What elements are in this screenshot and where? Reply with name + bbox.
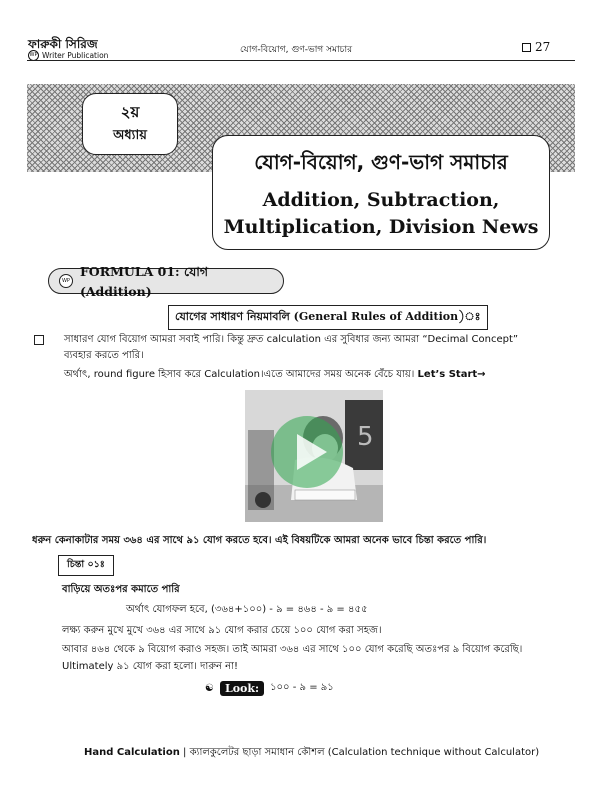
chapter-label-box — [82, 93, 178, 155]
yin-yang-icon: ☯ — [205, 683, 214, 694]
intro-line-3 — [64, 367, 486, 382]
checkbox-square-icon — [522, 43, 531, 52]
page-footer — [84, 745, 539, 762]
lets-start: Let’s Start→ — [417, 369, 486, 380]
rules-heading: যোগের সাধারণ নিয়মাবলি (General Rules of Addition)ঃ — [168, 305, 488, 330]
chapter-title-bangla: যোগ-বিয়োগ, গুণ-ভাগ সমাচার — [254, 150, 508, 174]
page-number: 27 — [535, 40, 551, 54]
running-header: যোগ-বিয়োগ, গুণ-ভাগ সমাচার — [240, 45, 353, 55]
intro-line-1: সাধারণ যোগ বিয়োগ আমরা সবাই পারি। কিন্তু দ্রুত calculation এর সুবিধার জন্য আমরা “Decimal Concept” — [64, 334, 519, 345]
intro-line-2: ব্যবহার করতে পারি। — [64, 350, 144, 361]
look-badge: Look: — [220, 681, 264, 696]
chapter-label: অধ্যায় — [113, 128, 147, 143]
chapter-title-english-line2: Multiplication, Division News — [223, 216, 539, 238]
header-divider — [27, 60, 575, 61]
chapter-title-english — [213, 187, 549, 241]
question-text: ধরুন কেনাকাটার সময় ৩৬৪ এর সাথে ৯১ যোগ করতে হবে। এই বিষয়টিকে আমরা অনেক ভাবে চিন্তা করতে পারি। — [32, 535, 487, 546]
formula-heading — [48, 263, 284, 299]
intro-line-3-text: অর্থাৎ, round figure হিসাব করে Calculation।এতে আমাদের সময় অনেক বেঁচে যায়। — [64, 369, 415, 380]
idea-line-3: Ultimately ৯১ যোগ করা হলো। দারুন না! — [62, 661, 239, 672]
idea-line-1: লক্ষ্য করুন মুখে মুখে ৩৬৪ এর সাথে ৯১ যোগ করার চেয়ে ১০০ যোগ করা সহজ। — [62, 625, 382, 636]
formula-label: FORMULA 01: যোগ (Addition) — [79, 263, 209, 299]
boy-studying-photo — [245, 390, 383, 522]
look-expression: ১০০ - ৯ = ৯১ — [270, 682, 334, 693]
publisher-logo-icon: WP — [28, 50, 39, 61]
brand-name: ফারুকী সিরিজ — [28, 37, 98, 51]
idea-subheading: বাড়িয়ে অতঃপর কমাতে পারি — [62, 584, 180, 595]
footer-english: (Calculation technique without Calculator) — [327, 747, 540, 758]
page-number-block — [522, 40, 550, 54]
look-row — [205, 680, 334, 697]
chapter-number: ২য় — [120, 103, 140, 121]
footer-book-title: Hand Calculation — [84, 747, 180, 758]
publisher-logo-icon: WP — [59, 274, 73, 288]
svg-text:5: 5 — [357, 422, 374, 452]
idea-line-2: আবার ৪৬৪ থেকে ৯ বিয়োগ করাও সহজ। তাই আমরা ৩৬৪ এর সাথে ১০০ যোগ করেছি অতঃপর ৯ বিয়োগ করেছি। — [62, 644, 523, 655]
idea-formula-line: অর্থাৎ যোগফল হবে, (৩৬৪+১০০) - ৯ = ৪৬৪ - ৯ = ৪৫৫ — [126, 604, 368, 615]
idea-tag: চিন্তা ০১ঃ — [58, 555, 114, 576]
chapter-title-box — [212, 135, 550, 250]
footer-bangla: ক্যালকুলেটর ছাড়া সমাধান কৌশল — [189, 747, 325, 758]
chapter-title-english-line1: Addition, Subtraction, — [262, 189, 500, 211]
bullet-square-icon — [34, 335, 44, 345]
footer-separator: | — [183, 747, 187, 758]
publisher-name: Writer Publication — [42, 51, 109, 60]
